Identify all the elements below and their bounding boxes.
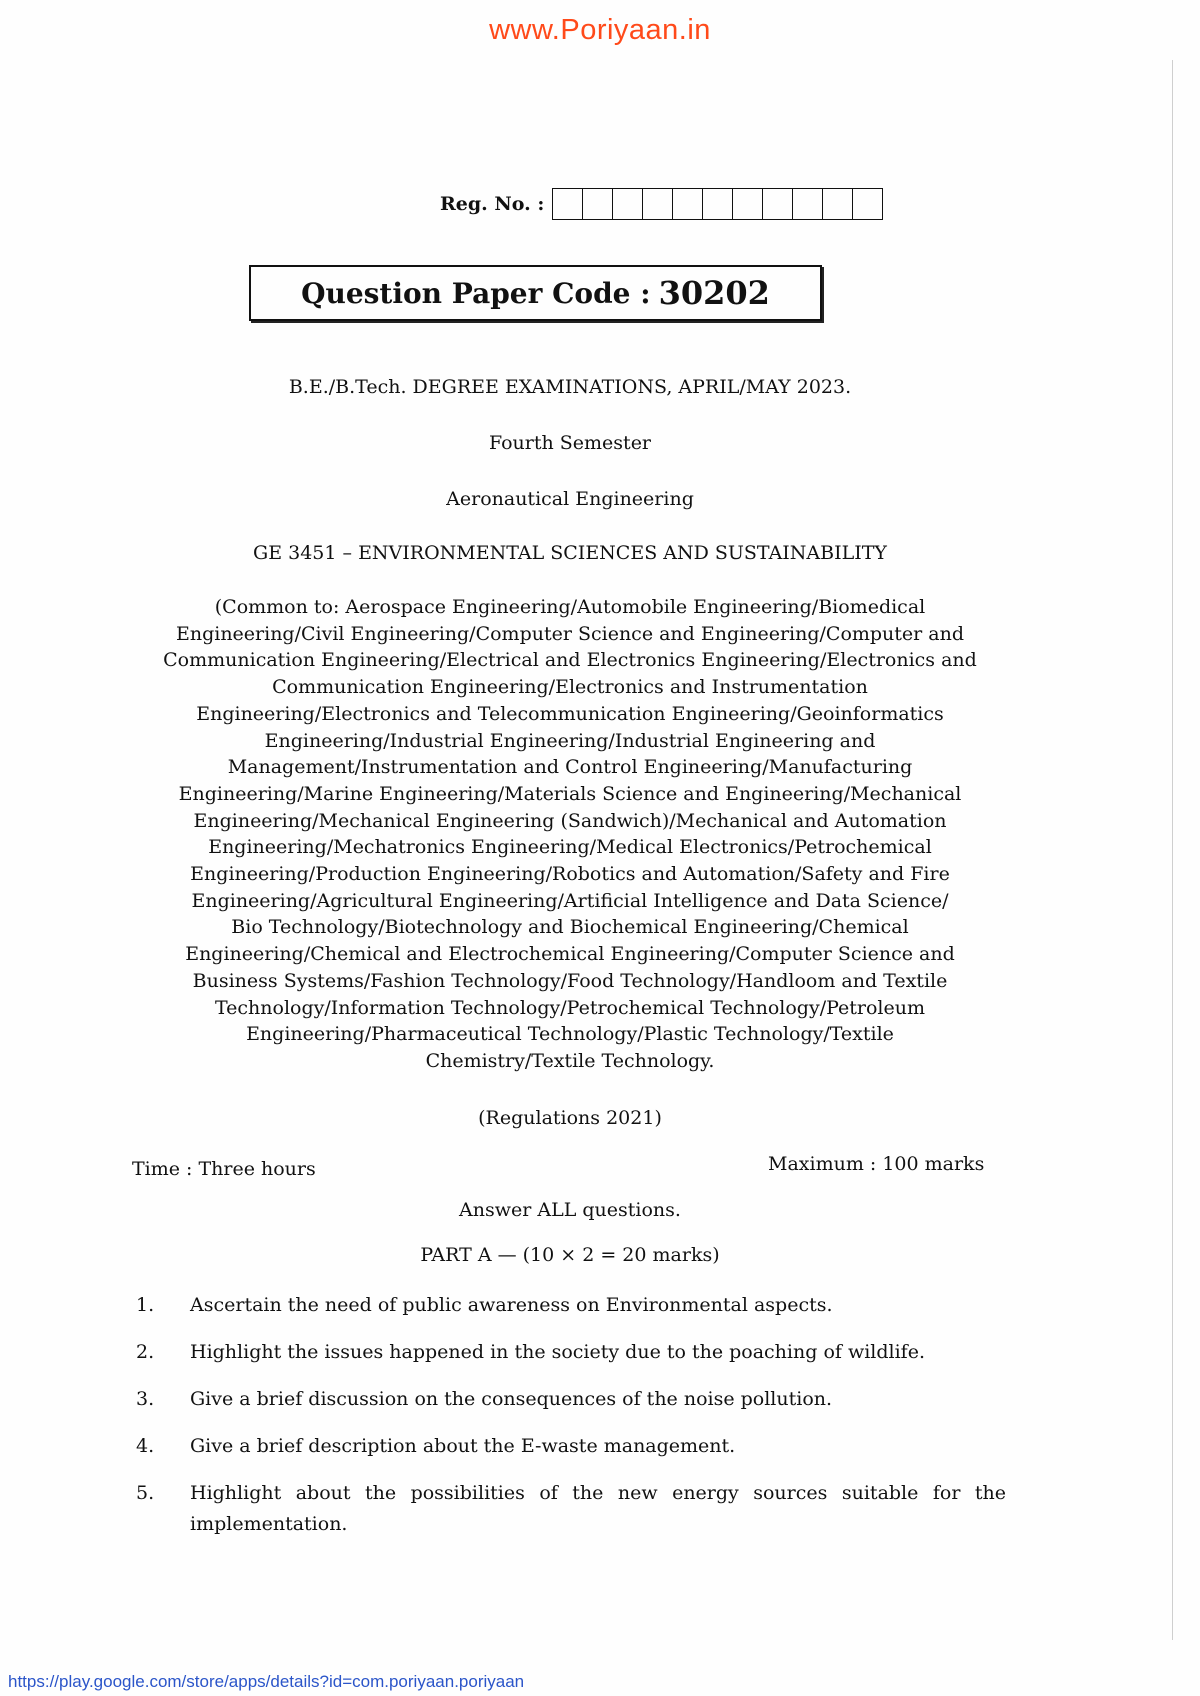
common-to-line: Engineering/Pharmaceutical Technology/Plastic Technology/Textile (246, 1023, 894, 1046)
common-to-line: Bio Technology/Biotechnology and Biochemical Engineering/Chemical (231, 916, 909, 939)
question-text: Give a brief description about the E-waste management. (190, 1435, 736, 1457)
reg-number-boxes (552, 188, 883, 220)
reg-number-field (440, 187, 883, 221)
subject-title: GE 3451 – ENVIRONMENTAL SCIENCES AND SUSTAINABILITY (253, 542, 887, 564)
question-number: 2. (136, 1341, 155, 1363)
question-item (136, 1431, 1006, 1462)
common-to-line: Engineering/Production Engineering/Robotics and Automation/Safety and Fire (190, 863, 950, 886)
question-paper-code: 30202 (658, 274, 770, 312)
reg-digit-box[interactable] (763, 189, 793, 219)
reg-digit-box[interactable] (823, 189, 853, 219)
watermark-url[interactable]: www.Poriyaan.in (489, 14, 711, 46)
time-allowed: Time : Three hours (132, 1158, 316, 1180)
question-item (136, 1337, 1006, 1368)
question-item (136, 1384, 1006, 1415)
reg-digit-box[interactable] (853, 189, 882, 219)
common-to-line: Communication Engineering/Electronics and Instrumentation (272, 676, 868, 699)
page-edge-line (1172, 60, 1173, 1640)
department: Aeronautical Engineering (446, 488, 694, 510)
common-to-line: Engineering/Electronics and Telecommunication Engineering/Geoinformatics (196, 702, 944, 725)
common-to-line: Business Systems/Fashion Technology/Food Technology/Handloom and Textile (192, 969, 948, 992)
common-to-line: Engineering/Agricultural Engineering/Artificial Intelligence and Data Science/ (191, 889, 949, 912)
common-to-line: Chemistry/Textile Technology. (425, 1049, 715, 1072)
common-to-line: Engineering/Mechanical Engineering (Sandwich)/Mechanical and Automation (193, 809, 947, 832)
common-to-line: Management/Instrumentation and Control Engineering/Manufacturing (227, 756, 913, 779)
reg-digit-box[interactable] (673, 189, 703, 219)
reg-digit-box[interactable] (703, 189, 733, 219)
question-number: 5. (136, 1482, 155, 1504)
maximum-marks: Maximum : 100 marks (768, 1153, 985, 1175)
regulations: (Regulations 2021) (478, 1107, 662, 1129)
reg-digit-box[interactable] (613, 189, 643, 219)
common-to-line: Engineering/Mechatronics Engineering/Medical Electronics/Petrochemical (208, 836, 932, 859)
common-to-line: Technology/Information Technology/Petrochemical Technology/Petroleum (214, 996, 926, 1019)
question-item (136, 1478, 1006, 1540)
common-to-line: (Common to: Aerospace Engineering/Automobile Engineering/Biomedical (214, 596, 926, 618)
play-store-link[interactable]: https://play.google.com/store/apps/details?id=com.poriyaan.poriyaan (8, 1672, 525, 1691)
common-to-line: Engineering/Chemical and Electrochemical Engineering/Computer Science and (185, 943, 955, 966)
code-label: Question Paper Code : (301, 276, 651, 310)
reg-digit-box[interactable] (793, 189, 823, 219)
question-text: Give a brief discussion on the consequences of the noise pollution. (190, 1388, 833, 1410)
question-item (136, 1290, 1006, 1321)
question-text: Ascertain the need of public awareness on Environmental aspects. (190, 1294, 833, 1316)
reg-digit-box[interactable] (583, 189, 613, 219)
instruction: Answer ALL questions. (459, 1199, 681, 1221)
exam-title: B.E./B.Tech. DEGREE EXAMINATIONS, APRIL/MAY 2023. (288, 376, 852, 398)
question-paper-code-box (249, 265, 822, 321)
common-to-line: Engineering/Civil Engineering/Computer Science and Engineering/Computer and (175, 622, 965, 645)
question-number: 1. (136, 1294, 155, 1316)
reg-number-label: Reg. No. : (440, 193, 545, 215)
reg-digit-box[interactable] (643, 189, 673, 219)
common-to-list (120, 594, 1020, 1075)
question-text: Highlight about the possibilities of the new energy sources suitable for the implementation. (190, 1482, 1006, 1535)
question-number: 4. (136, 1435, 155, 1457)
part-heading: PART A — (10 × 2 = 20 marks) (420, 1244, 720, 1266)
reg-digit-box[interactable] (733, 189, 763, 219)
semester: Fourth Semester (488, 432, 652, 454)
reg-digit-box[interactable] (553, 189, 583, 219)
common-to-line: Engineering/Industrial Engineering/Industrial Engineering and (264, 729, 876, 752)
common-to-line: Communication Engineering/Electrical and Electronics Engineering/Electronics and (163, 649, 977, 672)
common-to-line: Engineering/Marine Engineering/Materials Science and Engineering/Mechanical (178, 782, 962, 805)
question-number: 3. (136, 1388, 155, 1410)
question-text: Highlight the issues happened in the society due to the poaching of wildlife. (190, 1341, 925, 1363)
